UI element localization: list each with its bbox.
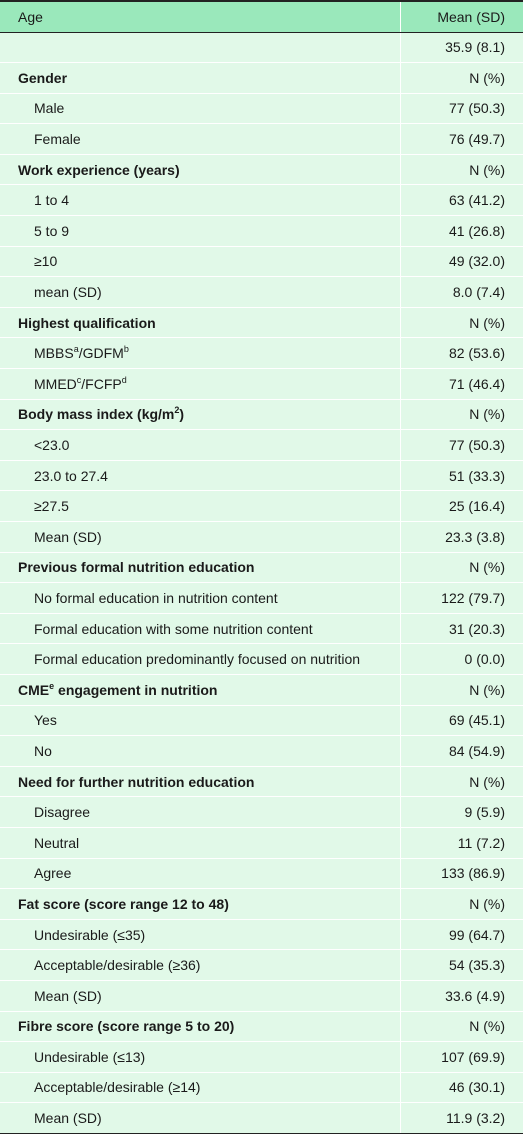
label-text: Undesirable (≤13) [34, 1048, 146, 1065]
row-value: 41 (26.8) [400, 216, 523, 247]
row-label [0, 185, 400, 216]
label-text: MMED [34, 375, 77, 392]
table-row [0, 246, 523, 277]
label-text: Yes [34, 712, 57, 729]
row-label [0, 491, 400, 522]
table-row [0, 216, 523, 247]
table-row [0, 277, 523, 308]
label-text: /GDFM [78, 345, 124, 362]
row-label [0, 736, 400, 767]
row-label [0, 277, 400, 308]
footnote-marker: a [73, 344, 79, 355]
section-label [0, 154, 400, 185]
section-row [0, 154, 523, 185]
section-label [0, 307, 400, 338]
row-value: 11.9 (3.2) [400, 1103, 523, 1134]
label-text: <23.0 [34, 437, 70, 454]
row-value: N (%) [400, 889, 523, 920]
table-row [0, 338, 523, 369]
row-value: 77 (50.3) [400, 430, 523, 461]
label-text: Mean (SD) [34, 528, 102, 545]
row-label [0, 644, 400, 675]
row-value: 69 (45.1) [400, 705, 523, 736]
row-label [0, 705, 400, 736]
row-value: 25 (16.4) [400, 491, 523, 522]
row-label [0, 980, 400, 1011]
table-row [0, 827, 523, 858]
section-label [0, 63, 400, 94]
row-value: N (%) [400, 766, 523, 797]
section-row [0, 552, 523, 583]
row-value: 77 (50.3) [400, 93, 523, 124]
row-value: 0 (0.0) [400, 644, 523, 675]
row-value: N (%) [400, 1011, 523, 1042]
label-text: Fibre score (score range 5 to 20) [18, 1018, 235, 1035]
row-value: 63 (41.2) [400, 185, 523, 216]
table-row [0, 858, 523, 889]
label-text: 1 to 4 [34, 192, 70, 209]
label-text: Gender [18, 69, 68, 86]
row-value: 31 (20.3) [400, 613, 523, 644]
row-value: 33.6 (4.9) [400, 980, 523, 1011]
row-label [0, 216, 400, 247]
row-label [0, 93, 400, 124]
row-value: 51 (33.3) [400, 460, 523, 491]
row-value: 54 (35.3) [400, 950, 523, 981]
label-text: Female [34, 131, 81, 148]
row-label [0, 613, 400, 644]
label-text: ≥27.5 [34, 498, 69, 515]
label-text: Work experience (years) [18, 161, 180, 178]
row-value: 49 (32.0) [400, 246, 523, 277]
label-text: Formal education predominantly focused on nutrition [34, 651, 361, 668]
footnote-marker: d [121, 374, 127, 385]
section-label [0, 674, 400, 705]
label-text: Acceptable/desirable (≥36) [34, 957, 201, 974]
table-row [0, 32, 523, 63]
section-row [0, 307, 523, 338]
row-value: 76 (49.7) [400, 124, 523, 155]
label-text: No [34, 742, 52, 759]
label-text: mean (SD) [34, 284, 102, 301]
row-value: 107 (69.9) [400, 1042, 523, 1073]
table-row [0, 491, 523, 522]
section-row [0, 674, 523, 705]
table-row [0, 797, 523, 828]
label-text: Agree [34, 865, 72, 882]
row-label [0, 124, 400, 155]
row-label [0, 583, 400, 614]
section-label [0, 399, 400, 430]
row-label [0, 369, 400, 400]
row-label [0, 858, 400, 889]
label-text: 5 to 9 [34, 222, 70, 239]
row-label [0, 430, 400, 461]
section-row [0, 1011, 523, 1042]
row-label [0, 919, 400, 950]
table-row [0, 1042, 523, 1073]
section-label [0, 889, 400, 920]
label-text: Need for further nutrition education [18, 773, 255, 790]
section-label [0, 1011, 400, 1042]
section-row [0, 766, 523, 797]
table-row [0, 583, 523, 614]
row-value: 84 (54.9) [400, 736, 523, 767]
section-label [0, 766, 400, 797]
table-row [0, 1103, 523, 1134]
table-row [0, 369, 523, 400]
label-text: Undesirable (≤35) [34, 926, 146, 943]
row-value: 23.3 (3.8) [400, 522, 523, 553]
row-value: 8.0 (7.4) [400, 277, 523, 308]
table-row [0, 124, 523, 155]
table-row [0, 644, 523, 675]
row-label [0, 460, 400, 491]
label-text: Highest qualification [18, 314, 156, 331]
table-header-row [0, 1, 523, 32]
table-row [0, 185, 523, 216]
label-text: Fat score (score range 12 to 48) [18, 895, 229, 912]
row-value: 82 (53.6) [400, 338, 523, 369]
section-row [0, 63, 523, 94]
row-value: N (%) [400, 63, 523, 94]
row-value: N (%) [400, 154, 523, 185]
label-text: Acceptable/desirable (≥14) [34, 1079, 201, 1096]
label-text: CME [18, 681, 50, 698]
label-text: No formal education in nutrition content [34, 589, 278, 606]
table-body [0, 32, 523, 1133]
label-text: Male [34, 100, 65, 117]
header-right: Mean (SD) [400, 1, 523, 32]
row-label [0, 827, 400, 858]
row-value: 11 (7.2) [400, 827, 523, 858]
section-row [0, 889, 523, 920]
table-row [0, 460, 523, 491]
table-row [0, 430, 523, 461]
row-label [0, 1042, 400, 1073]
row-value: N (%) [400, 552, 523, 583]
row-value: 133 (86.9) [400, 858, 523, 889]
table-row [0, 950, 523, 981]
label-text: Disagree [34, 804, 91, 821]
footnote-marker: e [49, 680, 55, 691]
row-value: 71 (46.4) [400, 369, 523, 400]
label-text: Formal education with some nutrition content [34, 620, 313, 637]
label-text: ≥10 [34, 253, 58, 270]
row-value: N (%) [400, 399, 523, 430]
table-row [0, 613, 523, 644]
label-text: 23.0 to 27.4 [34, 467, 108, 484]
row-label [0, 522, 400, 553]
row-value: N (%) [400, 307, 523, 338]
label-text: ) [179, 406, 185, 423]
section-label [0, 552, 400, 583]
row-value: 35.9 (8.1) [400, 32, 523, 63]
table-row [0, 522, 523, 553]
label-text: /FCFP [81, 375, 122, 392]
row-label [0, 1103, 400, 1134]
row-label [0, 32, 400, 63]
table-row [0, 1072, 523, 1103]
row-label [0, 797, 400, 828]
label-text: engagement in nutrition [54, 681, 218, 698]
footnote-marker: c [76, 374, 82, 385]
table-row [0, 705, 523, 736]
row-value: 99 (64.7) [400, 919, 523, 950]
label-text: Previous formal nutrition education [18, 559, 255, 576]
table-row [0, 919, 523, 950]
footnote-marker: 2 [174, 405, 180, 416]
label-text: Body mass index (kg/m [18, 406, 175, 423]
row-value: N (%) [400, 674, 523, 705]
label-text: Mean (SD) [34, 1110, 102, 1127]
label-text: MBBS [34, 345, 74, 362]
row-label [0, 338, 400, 369]
section-row [0, 399, 523, 430]
table-row [0, 980, 523, 1011]
header-left: Age [0, 1, 400, 32]
table-row [0, 736, 523, 767]
row-value: 122 (79.7) [400, 583, 523, 614]
footnote-marker: b [123, 344, 129, 355]
label-text: Neutral [34, 834, 80, 851]
row-value: 46 (30.1) [400, 1072, 523, 1103]
row-label [0, 1072, 400, 1103]
row-value: 9 (5.9) [400, 797, 523, 828]
label-text: Mean (SD) [34, 987, 102, 1004]
row-label [0, 950, 400, 981]
row-label [0, 246, 400, 277]
table-row [0, 93, 523, 124]
